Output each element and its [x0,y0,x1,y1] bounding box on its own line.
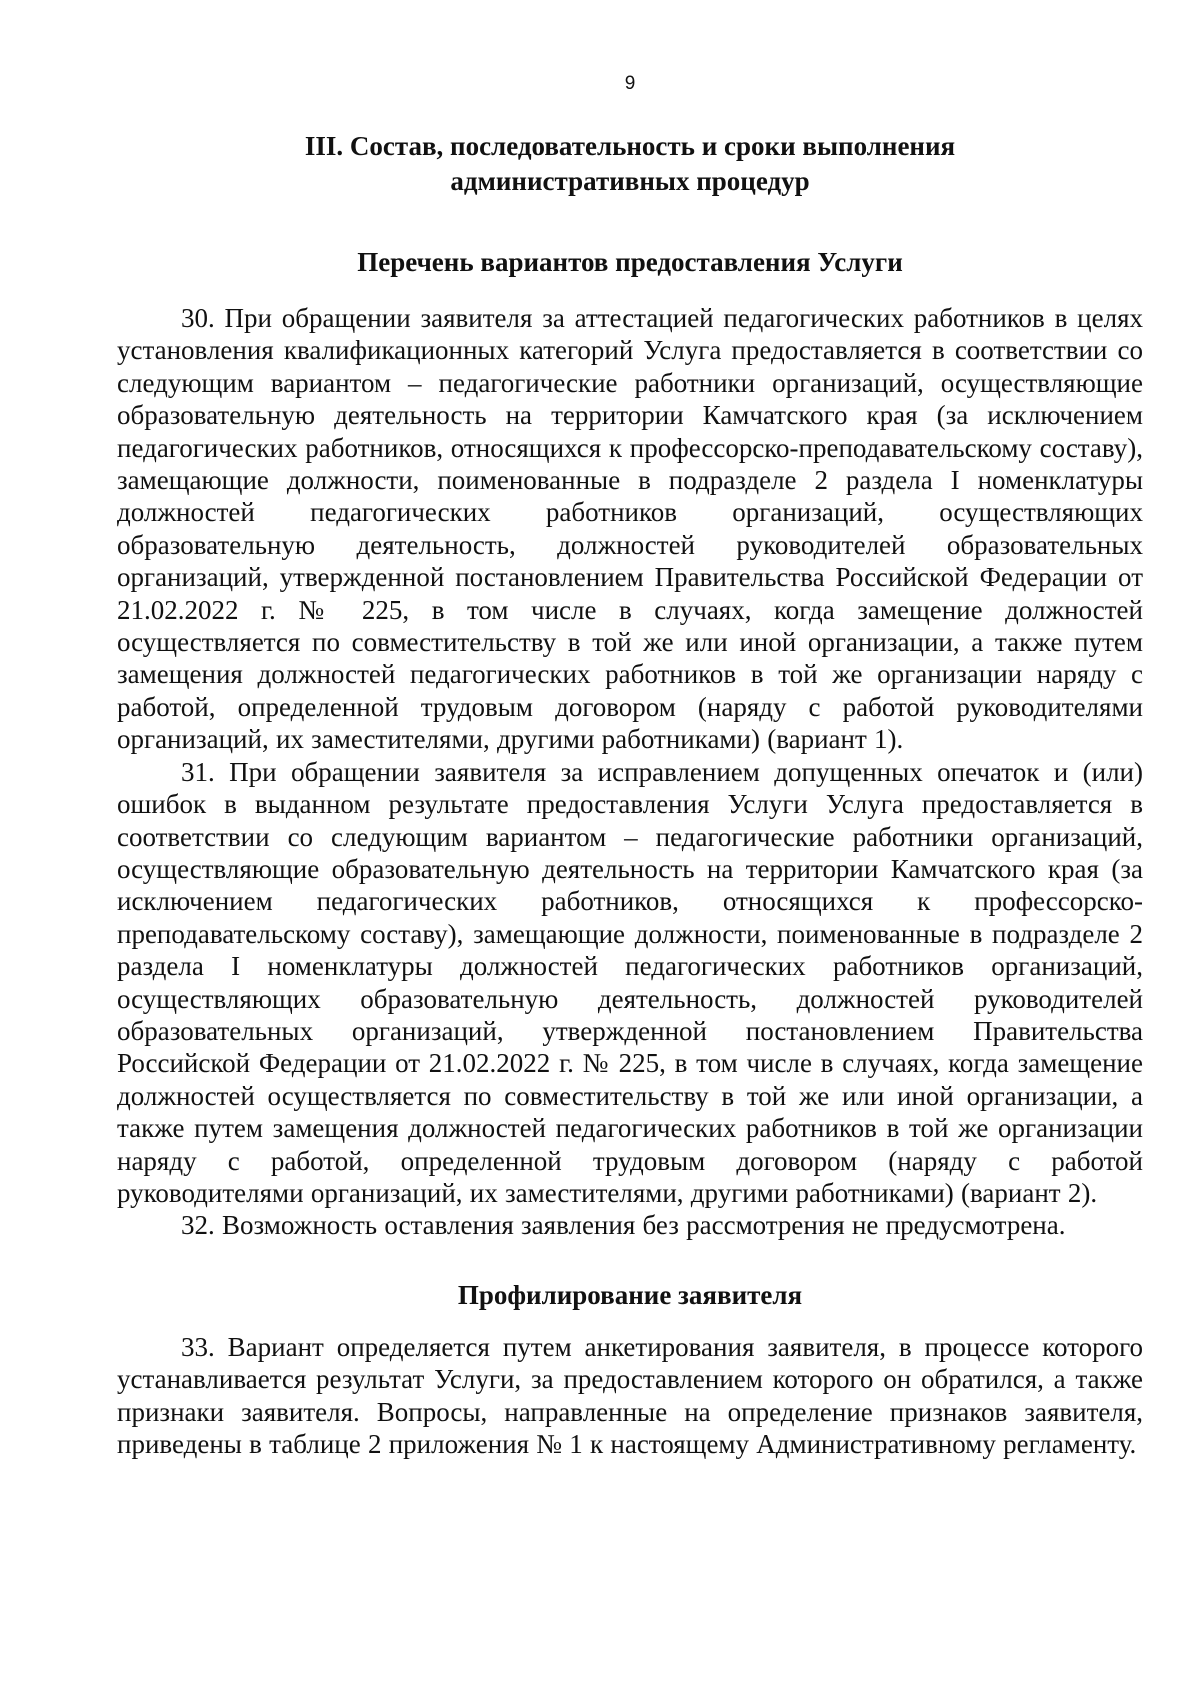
paragraph-32: 32. Возможность оставления заявления без рассмотрения не предусмотрена. [181,1210,1066,1241]
variants-section-body [117,302,1143,1242]
subheading-variants: Перечень вариантов предоставления Услуги [357,247,903,277]
profiling-section-body [117,1331,1143,1461]
paragraph-31: 31. При обращении заявителя за исправлением допущенных опечаток и (или) ошибок в выданном результате предоставления Услуги Услуга предоставляется в соответствии со следующим вариантом – педагогические работники организаций, осуществляющие образовательную деятельность на территории Камчатского края (за исключением педагогических работников, относящихся к профессорско-преподавательскому составу), замещающие должности, поименованные в подразделе 2 раздела I номенклатуры должностей педагогических работников организаций, осуществляющих образовательную деятельность, должностей руководителей образовательных организаций, утвержденной постановлением Правительства Российской Федерации от 21.02.2022 г. № 225, в том числе в случаях, когда замещение должностей осуществляется по совместительству в той же или иной организации, а также путем замещения должностей педагогических работников в той же организации наряду с работой, определенной трудовым договором (наряду с работой руководителями организаций, их заместителями, другими работниками) (вариант 2). [117,756,1143,1208]
section-title: III. Состав, последовательность и сроки выполнения административных процедур [304,131,956,196]
page-number: 9 [624,73,636,94]
subheading-profiling: Профилирование заявителя [457,1279,803,1310]
paragraph-33: 33. Вариант определяется путем анкетирования заявителя, в процессе которого устанавливается результат Услуги, за предоставлением которого он обратился, а также признаки заявителя. Вопросы, направленные на определение признаков заявителя, приведены в таблице 2 приложения № 1 к настоящему Административному регламенту. [117,1331,1143,1459]
paragraph-30: 30. При обращении заявителя за аттестацией педагогических работников в целях установления квалификационных категорий Услуга предоставляется в соответствии со следующим вариантом – педагогические работники организаций, осуществляющие образовательную деятельность на территории Камчатского края (за исключением педагогических работников, относящихся к профессорско-преподавательскому составу), замещающие должности, поименованные в подразделе 2 раздела I номенклатуры должностей педагогических работников организаций, осуществляющих образовательную деятельность, должностей руководителей образовательных организаций, утвержденной постановлением Правительства Российской Федерации от 21.02.2022 г. № 225, в том числе в случаях, когда замещение должностей осуществляется по совместительству в той же или иной организации, а также путем замещения должностей педагогических работников в той же организации наряду с работой, определенной трудовым договором (наряду с работой руководителями организаций, их заместителями, другими работниками) (вариант 1). [117,303,1143,755]
document-page [117,72,1143,1460]
